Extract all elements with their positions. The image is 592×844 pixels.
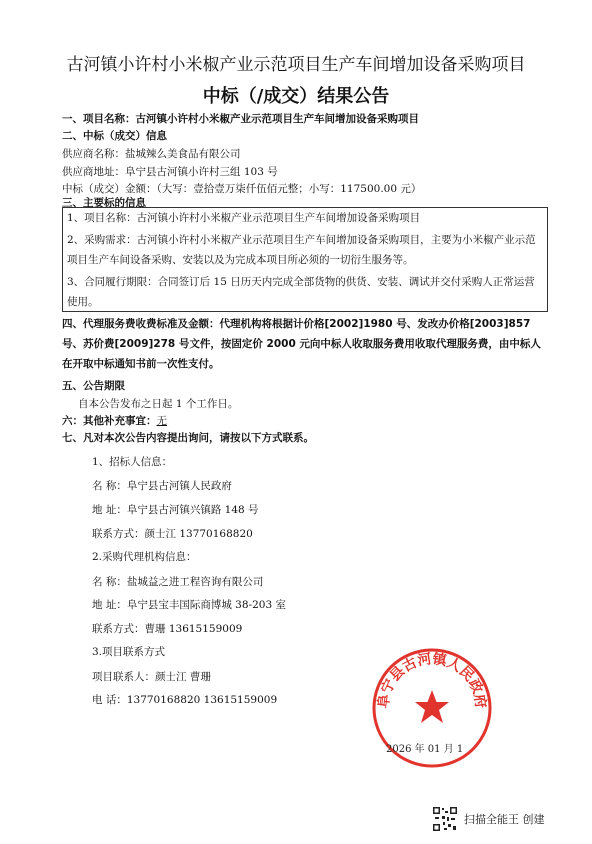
contact-1-contact: 联系方式：颜士江 13770168820 [92,528,253,540]
contact-3-phone: 电 话：13770168820 13615159009 [92,694,278,706]
contact-2-address: 地 址：阜宁县宝丰国际商博城 38-203 室 [92,599,286,611]
box-item-2: 2、采购需求：古河镇小许村小米椒产业示范项目生产车间增加设备采购项目，主要为小米椒产业示范项目生产车间设备采购、安装以及为完成本项目所必须的一切衍生服务等。 [67,234,536,266]
contact-3-person: 项目联系人：颜士江 曹珊 [92,671,211,683]
seal-star-icon [415,690,449,723]
section-6-value: 无 [156,415,167,427]
scanner-label: 扫描全能王 创建 [464,813,545,826]
announcement-period: 自本公告发布之日起 1 个工作日。 [78,398,239,410]
box-item-1: 1、项目名称：古河镇小许村小米椒产业示范项目生产车间增加设备采购项目 [67,212,421,224]
scanner-watermark [432,806,545,832]
contact-1-address: 地 址：阜宁县古河镇兴镇路 148 号 [92,504,259,516]
section-6-label: 六：其他补充事宜： [62,415,157,427]
document-title: 古河镇小许村小米椒产业示范项目生产车间增加设备采购项目 [66,55,526,75]
qr-code-icon [432,806,458,832]
supplier-address: 供应商地址：阜宁县古河镇小许村三组 103 号 [62,166,278,178]
section-3-heading: 三、主要标的信息 [62,197,146,209]
contact-1-heading: 1、招标人信息： [92,456,173,468]
contact-2-heading: 2.采购代理机构信息： [92,551,197,563]
section-4-service-fee: 四、代理服务费收费标准及金额：代理机构将根据计价格[2002]1980 号、发改办价格[2003]857 号、苏价费[2009]278 号文件，按固定价 2000 元向中标人收取服务费用收取代理服务费，由中标人在开取中标通知书前一次性支付。 [62,318,541,370]
contact-2-contact: 联系方式：曹珊 13615159009 [92,623,243,635]
contact-3-heading: 3.项目联系方式 [92,646,166,658]
seal-text: 阜宁县古河镇人民政府 [375,651,489,710]
contact-1-name: 名 称：阜宁县古河镇人民政府 [92,480,232,492]
section-5-heading: 五、公告期限 [62,380,125,392]
award-amount: 中标（成交）金额：（大写：壹拾壹万柒仟伍佰元整；小写：117500.00 元） [62,183,422,195]
section-1-project-name: 一、项目名称：古河镇小许村小米椒产业示范项目生产车间增加设备采购项目 [62,113,419,125]
issue-date: 2026 年 01 月 1 [386,744,464,755]
section-6 [62,414,167,428]
supplier-name: 供应商名称：盐城辣么美食品有限公司 [62,148,241,160]
section-2-heading: 二、中标（成交）信息 [62,130,167,142]
section-7-heading: 七、凡对本次公告内容提出询问，请按以下方式联系。 [62,432,314,444]
document-subtitle: 中标（/成交）结果公告 [202,86,390,107]
contact-2-name: 名 称：盐城益之进工程咨询有限公司 [92,576,264,588]
main-items-box [62,207,548,312]
box-item-3: 3、合同履行期限：合同签订后 15 日历天内完成全部货物的供货、安装、调试并交付采购人正常运营使用。 [67,276,535,308]
